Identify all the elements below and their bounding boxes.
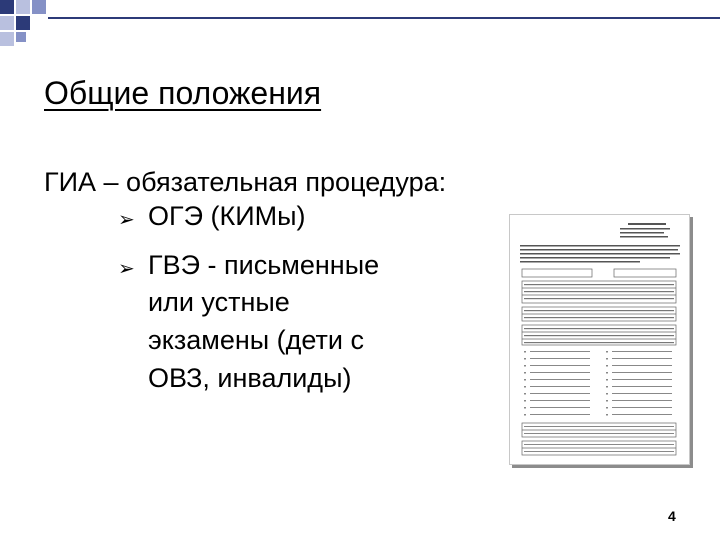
bullet-item-gve-line: ОВЗ, инвалиды) xyxy=(148,363,352,393)
slide-title: Общие положения xyxy=(44,75,322,111)
deco-square xyxy=(0,0,14,14)
deco-square xyxy=(16,32,26,42)
bullet-item-gve-line: экзамены (дети с xyxy=(148,325,364,355)
deco-square xyxy=(32,0,46,14)
intro-line: ГИА – обязательная процедура: xyxy=(44,167,447,197)
bullet-item-gve-line: или устные xyxy=(148,287,290,317)
arrow-bullet-icon: ➢ xyxy=(118,209,135,231)
deco-square xyxy=(0,32,14,46)
exam-form-scan xyxy=(510,215,689,464)
exam-form-image xyxy=(509,214,690,465)
header-rule xyxy=(48,17,720,19)
deco-square xyxy=(16,16,30,30)
bullet-item-oge: ОГЭ (КИМы) xyxy=(148,201,306,231)
page-number: 4 xyxy=(668,508,676,524)
bullet-item-gve: ГВЭ - письменные xyxy=(148,250,380,280)
deco-square xyxy=(0,16,14,30)
arrow-bullet-icon: ➢ xyxy=(118,258,135,280)
deco-square xyxy=(16,0,30,14)
